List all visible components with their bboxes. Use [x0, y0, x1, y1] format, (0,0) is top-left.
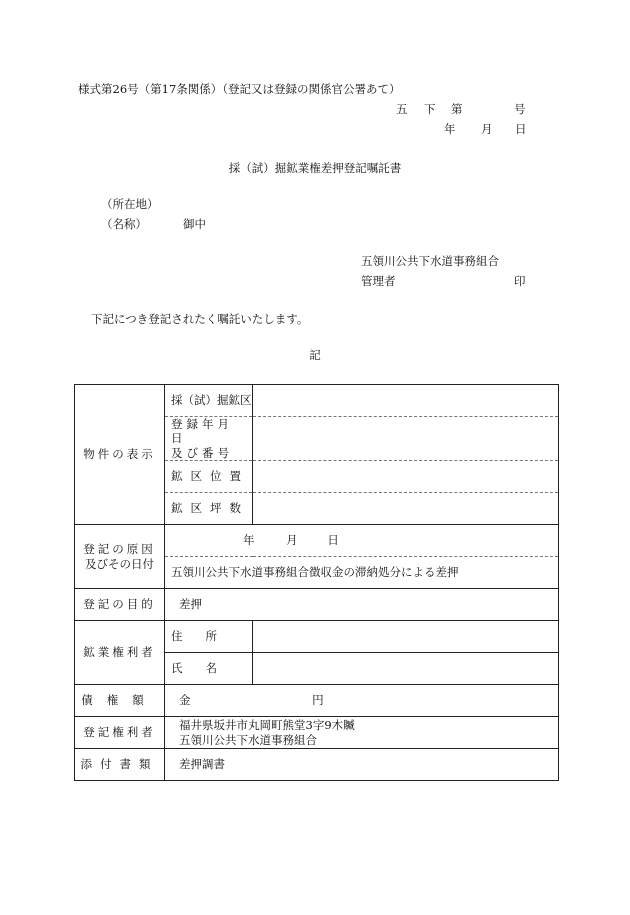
cause-date-day: 日 [327, 533, 339, 548]
cause-header-line-2: 及びその日付 [85, 556, 154, 571]
registration-form-table [74, 384, 559, 781]
doc-number-prefix-3: 第 [451, 102, 463, 116]
holder-address-label: 住 所 [165, 621, 253, 653]
right-holder-field [165, 717, 559, 749]
cause-date-month: 月 [286, 533, 298, 548]
doc-number-prefix-1: 五 [396, 102, 408, 116]
mining-area-size-label: 鉱区坪数 [165, 493, 253, 525]
cause-header-line-1: 登記の原因 [83, 542, 156, 557]
right-holder-header: 登記権利者 [75, 717, 165, 749]
cause-text: 五領川公共下水道事務組合徴収金の滞納処分による差押 [165, 557, 559, 589]
date-year: 年 [444, 122, 456, 136]
registration-date-field[interactable] [253, 417, 559, 461]
holder-name-field[interactable] [253, 653, 559, 685]
cause-date-year: 年 [243, 533, 255, 548]
addressee-name: （名称） [101, 217, 147, 231]
mining-area-size-field[interactable] [253, 493, 559, 525]
claim-field[interactable] [165, 685, 559, 717]
claim-unit: 円 [312, 693, 324, 708]
date-month: 月 [481, 122, 493, 136]
holder-address-field[interactable] [253, 621, 559, 653]
cause-date-field[interactable] [165, 525, 559, 557]
doc-number-prefix-2: 下 [424, 102, 436, 116]
claim-header: 債権額 [75, 685, 165, 717]
form-code: 様式第26号（第17条関係）（登記又は登録の関係官公署あて） [78, 82, 401, 96]
intro-text: 下記につき登記されたく嘱託いたします。 [91, 312, 309, 326]
right-holder-address: 福井県坂井市丸岡町熊堂3字9木贓 [179, 718, 355, 733]
holder-name-label: 氏 名 [165, 653, 253, 685]
issuer-title: 管理者 [361, 274, 396, 288]
mining-area-label: 採（試）掘鉱区 [165, 385, 253, 417]
seal-mark: 印 [514, 274, 526, 288]
mining-area-field[interactable] [253, 385, 559, 417]
attachment-header: 添付書類 [75, 749, 165, 781]
ki-heading: 記 [309, 348, 321, 362]
issuer-organization: 五領川公共下水道事務組合 [361, 254, 499, 268]
holder-header: 鉱業権利者 [75, 621, 165, 685]
attachment-value: 差押調書 [165, 749, 559, 781]
property-header: 物件の表示 [75, 385, 165, 525]
registration-date-line-1: 登録年月日 [171, 417, 233, 446]
purpose-value: 差押 [165, 589, 559, 621]
mining-location-field[interactable] [253, 461, 559, 493]
doc-number-suffix: 号 [514, 102, 526, 116]
registration-date-label [165, 417, 253, 461]
date-day: 日 [515, 122, 527, 136]
addressee-location: （所在地） [101, 197, 159, 211]
addressee-honorific: 御中 [183, 217, 206, 231]
claim-prefix: 金 [179, 693, 191, 708]
mining-location-label: 鉱区位置 [165, 461, 253, 493]
document-title: 採（試）掘鉱業権差押登記嘱託書 [228, 161, 402, 175]
registration-date-line-2: 及び番号 [171, 445, 233, 460]
purpose-header: 登記の目的 [75, 589, 165, 621]
cause-header [75, 525, 165, 589]
right-holder-name: 五領川公共下水道事務組合 [179, 732, 317, 747]
